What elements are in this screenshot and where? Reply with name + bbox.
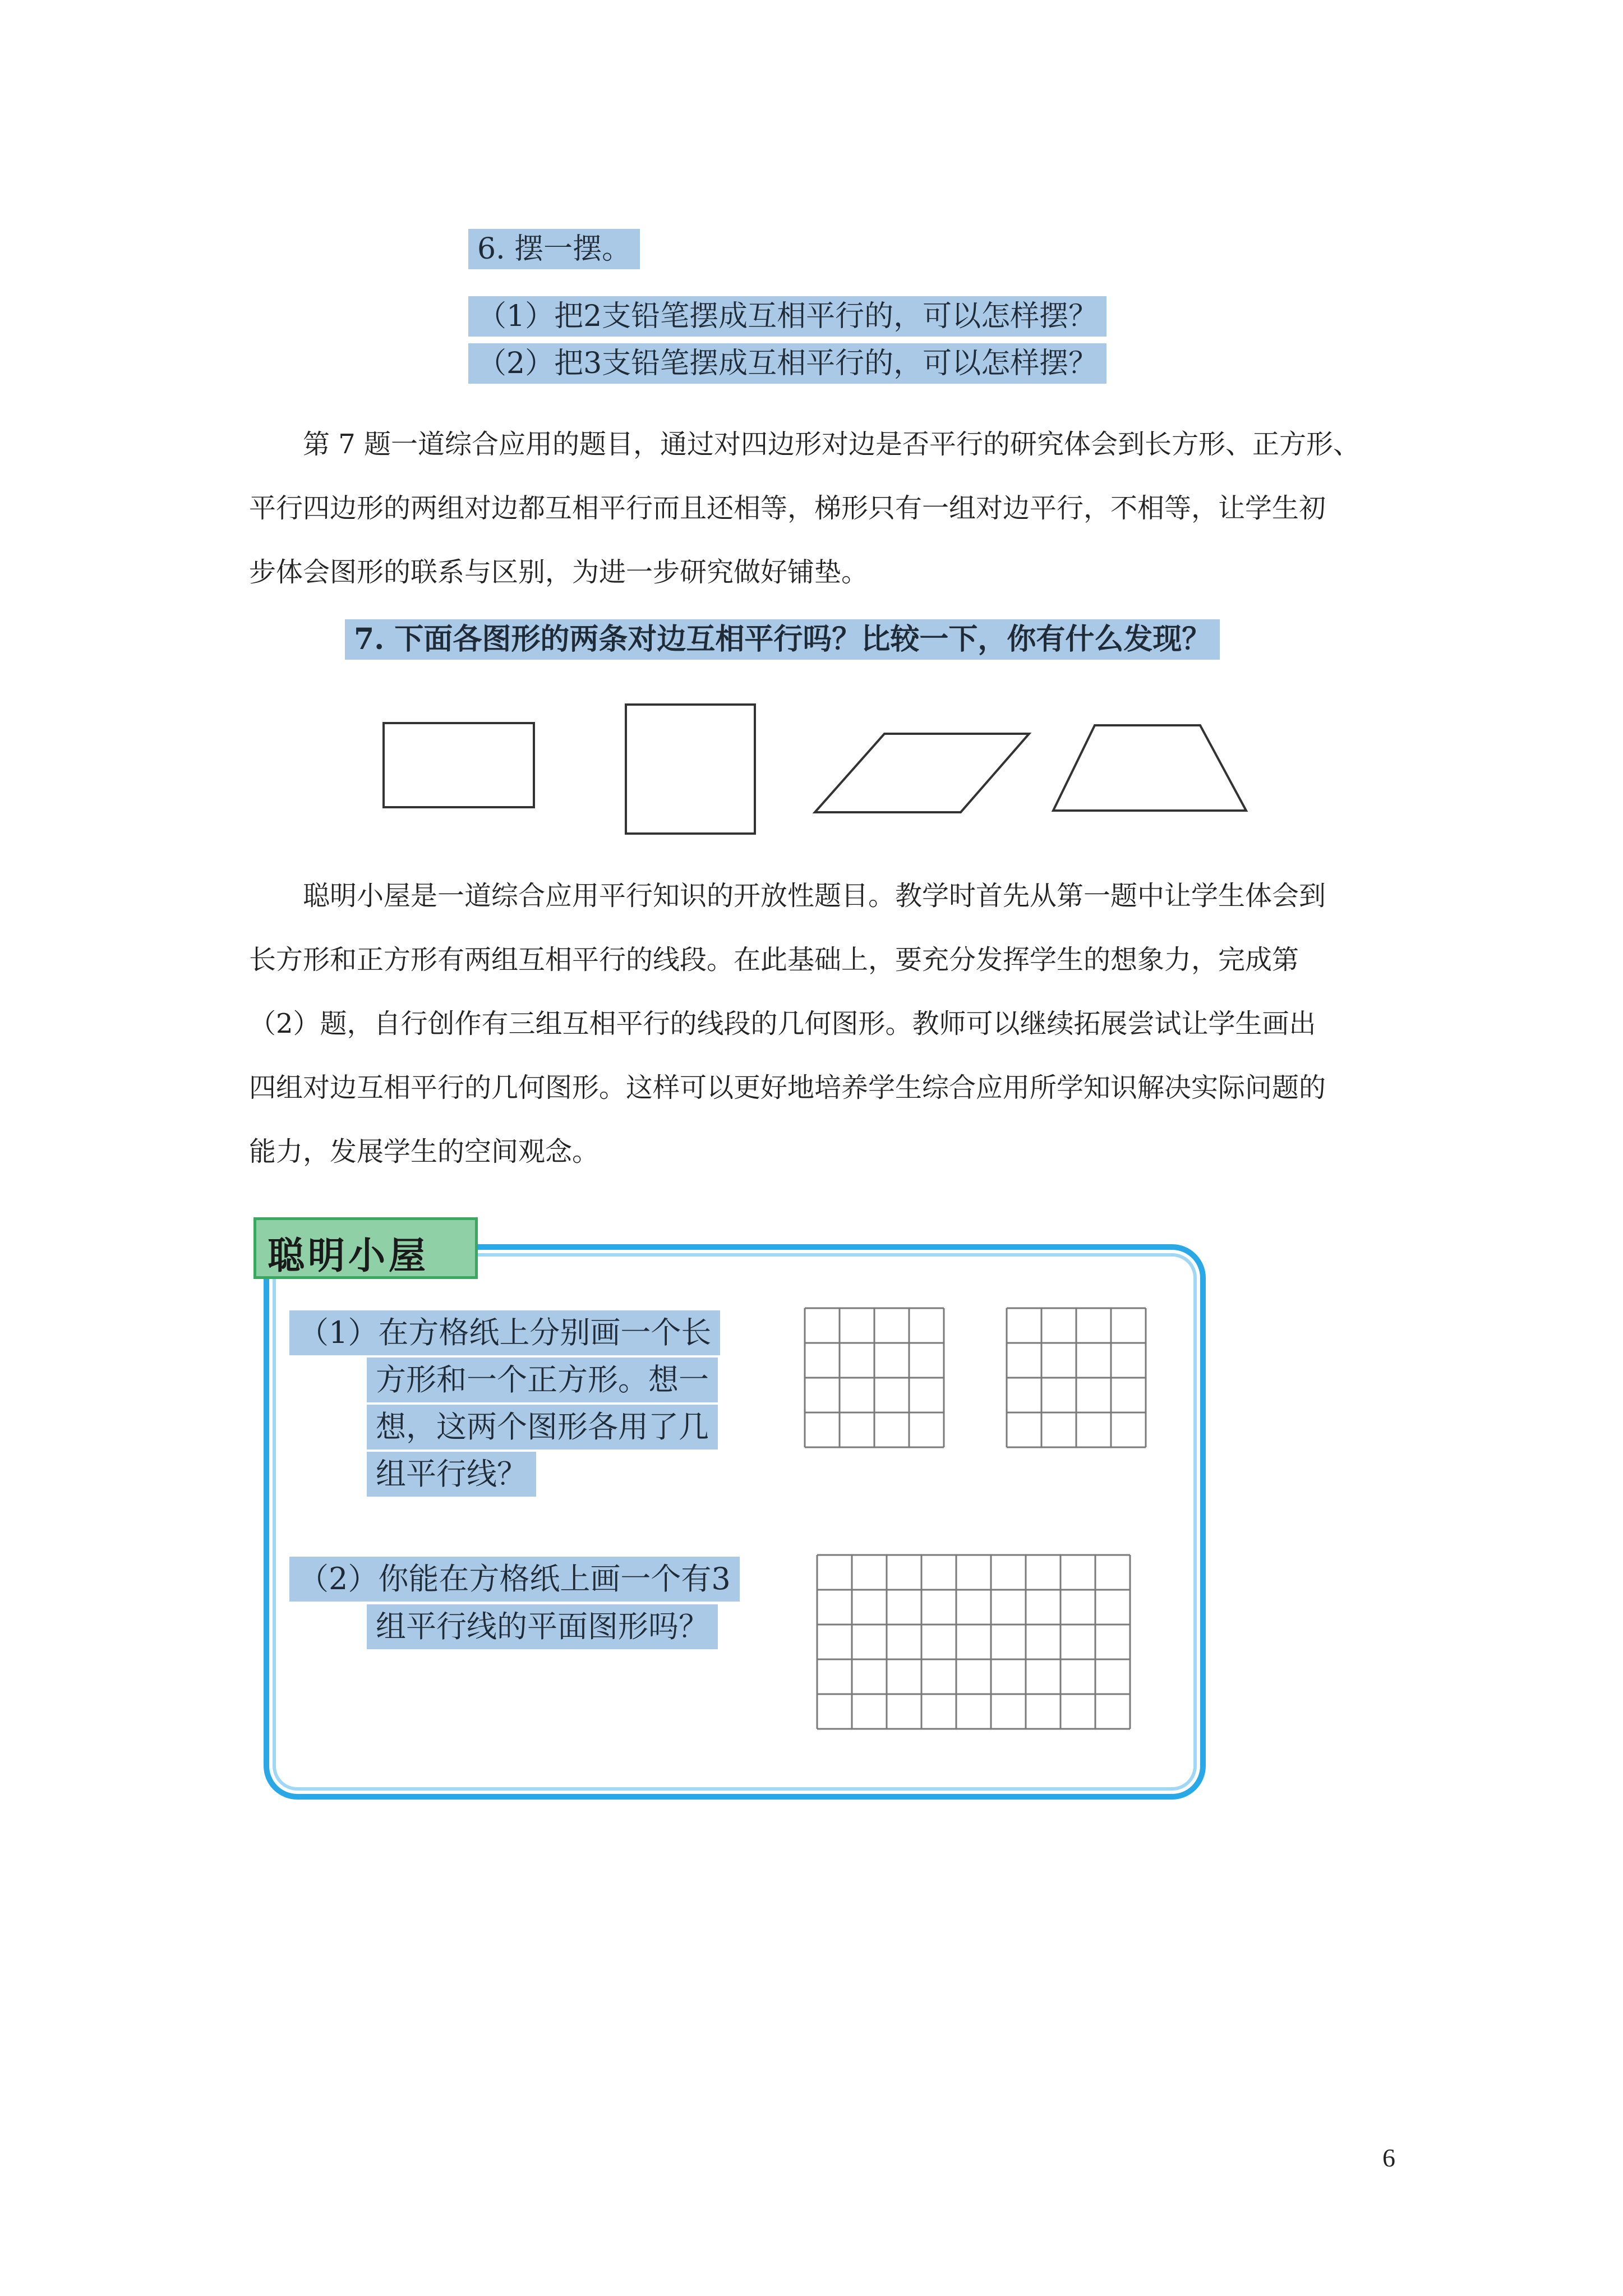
smart-item-2-line-2: 组平行线的平面图形吗？ [367, 1604, 718, 1649]
paragraph-line: （2）题，自行创作有三组互相平行的线段的几何图形。教师可以继续拓展尝试让学生画出 [249, 1008, 1316, 1039]
q6-title: 6. 摆一摆。 [468, 229, 640, 269]
q7-title: 7. 下面各图形的两条对边互相平行吗？比较一下，你有什么发现？ [345, 619, 1220, 660]
paragraph-line: 聪明小屋是一道综合应用平行知识的开放性题目。教学时首先从第一题中让学生体会到 [303, 880, 1326, 912]
paragraph-smart-room-explanation [249, 864, 1387, 1184]
paragraph-q7-explanation [249, 412, 1387, 604]
smart-room-tab [253, 1217, 478, 1279]
smart-item-1-line-3: 想，这两个图形各用了几 [367, 1405, 718, 1450]
grid-paper-1 [804, 1307, 949, 1453]
smart-item-1-line-4: 组平行线？ [367, 1452, 536, 1497]
rectangle-shape [381, 721, 538, 811]
q6-item-2: （2）把3支铅笔摆成互相平行的，可以怎样摆？ [468, 343, 1106, 384]
smart-item-1-line-1: （1）在方格纸上分别画一个长 [289, 1310, 720, 1355]
paragraph-line: 长方形和正方形有两组互相平行的线段。在此基础上，要充分发挥学生的想象力，完成第 [249, 944, 1299, 976]
paragraph-line: 平行四边形的两组对边都互相平行而且还相等，梯形只有一组对边平行，不相等，让学生初 [249, 493, 1326, 524]
paragraph-line: 能力，发展学生的空间观念。 [249, 1136, 600, 1167]
grid-paper-2 [1006, 1307, 1151, 1453]
paragraph-line: 步体会图形的联系与区别，为进一步研究做好铺垫。 [249, 556, 869, 588]
smart-item-1-line-2: 方形和一个正方形。想一 [367, 1358, 718, 1402]
paragraph-line: 第 7 题一道综合应用的题目，通过对四边形对边是否平行的研究体会到长方形、正方形、 [303, 429, 1361, 460]
smart-item-2-line-1: （2）你能在方格纸上画一个有3 [289, 1557, 740, 1602]
parallelogram-shape [810, 729, 1035, 819]
page-number: 6 [1382, 2143, 1395, 2172]
grid-paper-3 [816, 1554, 1136, 1739]
trapezoid-shape [1049, 721, 1251, 816]
paragraph-line: 四组对边互相平行的几何图形。这样可以更好地培养学生综合应用所学知识解决实际问题的 [249, 1072, 1326, 1103]
q6-item-1: （1）把2支铅笔摆成互相平行的，可以怎样摆？ [468, 296, 1106, 337]
square-shape [624, 702, 758, 837]
smart-room-title: 聪明小屋 [268, 1234, 429, 1277]
